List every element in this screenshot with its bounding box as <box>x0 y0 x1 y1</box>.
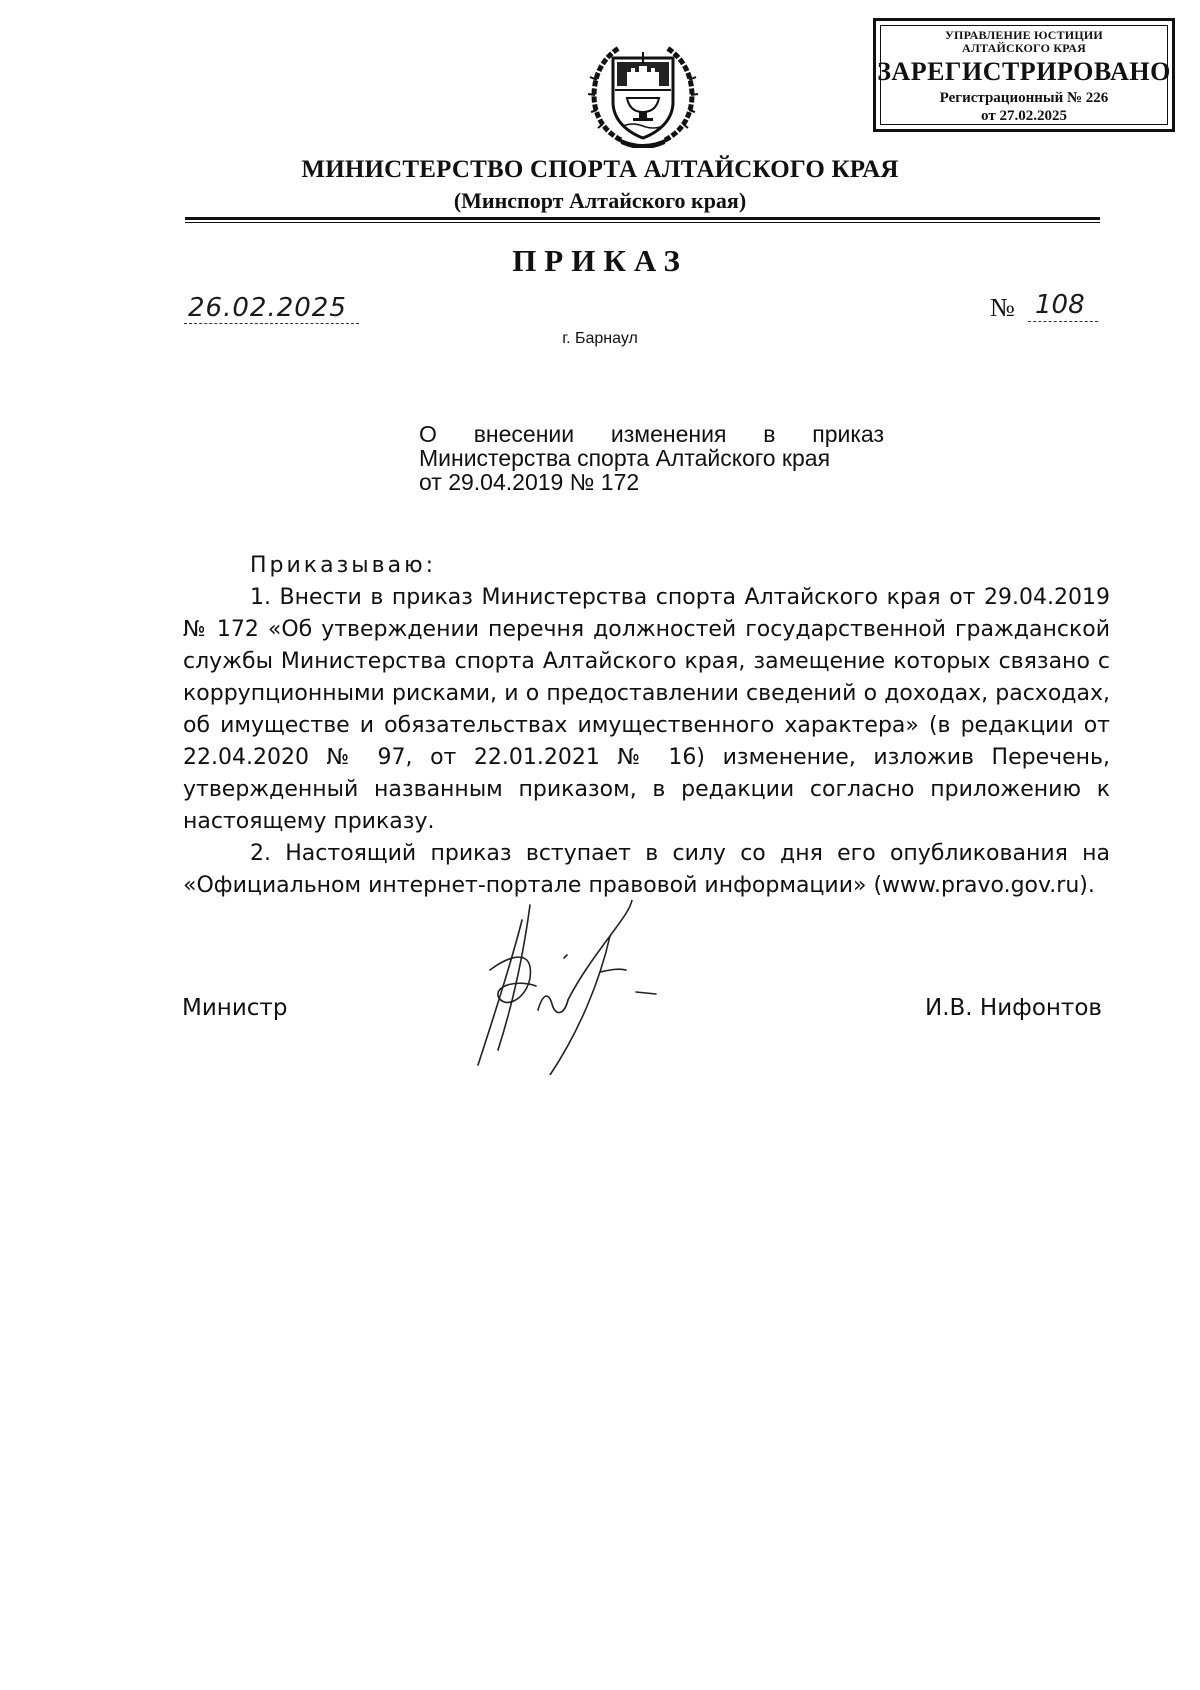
order-date: 26.02.2025 <box>188 293 347 323</box>
document-title: ПРИКАЗ <box>512 243 688 278</box>
number-underline <box>1028 321 1098 322</box>
order-number: 108 <box>1035 290 1085 320</box>
subject-line-1: О внесении изменения в приказ <box>419 421 884 447</box>
stamp-registration-date: от 27.02.2025 <box>981 108 1067 124</box>
signatory-position: Министр <box>182 995 288 1021</box>
order-number-label: № <box>990 293 1015 322</box>
stamp-org-line2: АЛТАЙСКОГО КРАЯ <box>962 41 1086 55</box>
registration-stamp <box>873 18 1175 132</box>
stamp-status: ЗАРЕГИСТРИРОВАНО <box>877 57 1171 86</box>
order-subject <box>419 422 884 494</box>
handwritten-signature-icon <box>460 900 670 1075</box>
order-date-field <box>184 293 359 323</box>
orders-word: Приказываю: <box>250 553 437 578</box>
paragraph-1: 1. Внести в приказ Министерства спорта Алтайского края от 29.04.2019 № 172 «Об утверждении перечня должностей государственной гражданской службы Министерства спорта Алтайского края, замещение которых связано с коррупционными рисками, и о предоставлении сведений о доходах, расходах, об имуществе и обязательствах имущественного характера» (в редакции от 22.04.2020 № 97, от 22.01.2021 № 16) изменение, изложив Перечень, утвержденный названным приказом, в редакции согласно приложению к настоящему приказу. <box>183 585 1110 834</box>
stamp-registration-number: Регистрационный № 226 <box>939 90 1109 106</box>
ministry-short-name: (Минспорт Алтайского края) <box>453 188 747 213</box>
header-divider-thin <box>185 222 1100 223</box>
coat-of-arms-icon <box>583 40 703 148</box>
header-divider-thick <box>185 217 1100 220</box>
subject-line-2: Министерства спорта Алтайского края <box>419 445 831 471</box>
order-body <box>183 550 1110 902</box>
signatory-name: И.В. Нифонтов <box>925 995 1102 1021</box>
order-city: г. Барнаул <box>562 330 638 347</box>
subject-line-3: от 29.04.2019 № 172 <box>419 469 640 495</box>
ministry-name: МИНИСТЕРСТВО СПОРТА АЛТАЙСКОГО КРАЯ <box>301 156 899 183</box>
stamp-org-line1: УПРАВЛЕНИЕ ЮСТИЦИИ <box>945 28 1103 42</box>
date-underline <box>184 323 359 324</box>
paragraph-2: 2. Настоящий приказ вступает в силу со дня его опубликования на «Официальном интернет-портале правовой информации» (www.pravo.gov.ru). <box>183 841 1110 898</box>
